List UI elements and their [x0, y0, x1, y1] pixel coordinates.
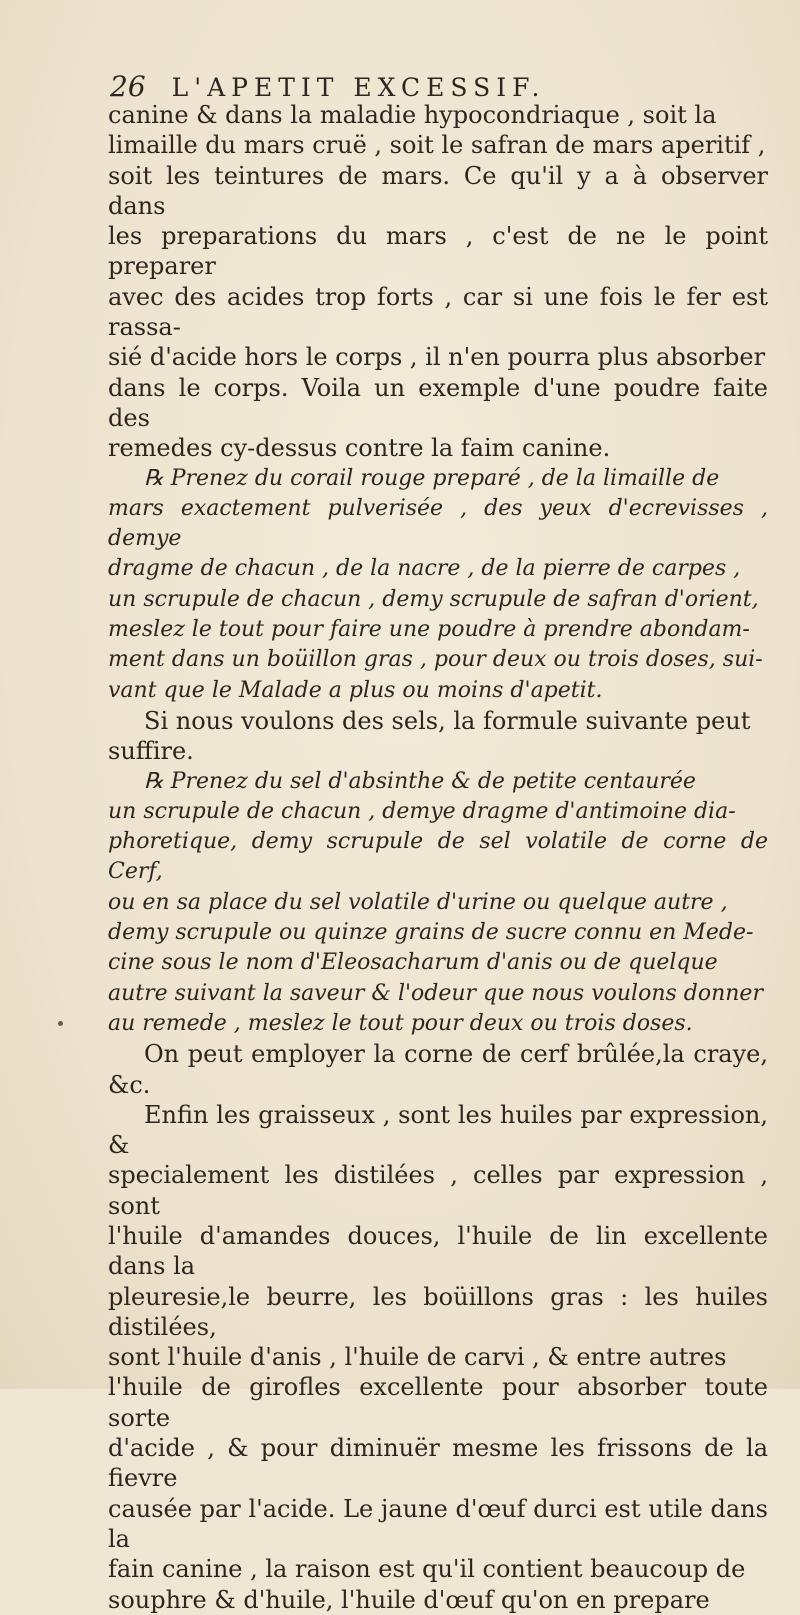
- text-line: Enfin les graisseux , sont les huiles par expression, &: [108, 1100, 768, 1160]
- recipe-line: meslez le tout pour faire une poudre à prendre abondam-: [108, 617, 750, 643]
- page-body: [108, 100, 768, 1615]
- text-line: l'huile de girofles excellente pour absorber toute sorte: [108, 1373, 768, 1432]
- recipe-line: cine sous le nom d'Eleosacharum d'anis ou de quelque: [108, 950, 718, 976]
- recipe-line: un scrupule de chacun , demy scrupule de safran d'orient,: [108, 586, 759, 612]
- recipe-line: demy scrupule ou quinze grains de sucre connu en Mede-: [108, 920, 754, 946]
- text-line: canine & dans la maladie hypocondriaque , soit la: [108, 101, 717, 129]
- recipe-line: dragme de chacun , de la nacre , de la pierre de carpes ,: [108, 556, 741, 582]
- text-line: les preparations du mars , c'est de ne le point preparer: [108, 222, 768, 281]
- ink-speck: [58, 1021, 63, 1026]
- text-line: causée par l'acide. Le jaune d'œuf durci est utile dans la: [108, 1494, 768, 1553]
- text-line: Si nous voulons des sels, la formule suivante peut: [144, 706, 751, 735]
- recipe-line: autre suivant la saveur & l'odeur que nous voulons donner: [108, 980, 763, 1006]
- recipe-line: vant que le Malade a plus ou moins d'apetit.: [108, 677, 603, 703]
- text-line: souphre & d'huile, l'huile d'œuf qu'on en prepare: [108, 1585, 710, 1614]
- text-line: fain canine , la raison est qu'il contient beaucoup de: [108, 1555, 746, 1584]
- recipe-line: un scrupule de chacun , demye dragme d'antimoine dia-: [108, 798, 736, 824]
- running-title: L'APETIT EXCESSIF.: [171, 73, 546, 102]
- recipe-line: ℞ Prenez du sel d'absinthe & de petite centaurée: [144, 768, 696, 794]
- recipe-line: ℞ Prenez du corail rouge preparé , de la limaille de: [144, 465, 720, 491]
- text-line: soit les teintures de mars. Ce qu'il y a à observer dans: [108, 161, 768, 220]
- text-line: specialement les distilées , celles par expression , sont: [108, 1161, 768, 1220]
- text-line: avec des acides trop forts , car si une fois le fer est rassa-: [108, 282, 768, 342]
- recipe-line: ou en sa place du sel volatile d'urine ou quelque autre ,: [108, 889, 728, 915]
- text-line: d'acide , & pour diminuër mesme les frissons de la fievre: [108, 1434, 768, 1493]
- text-line: remedes cy-dessus contre la faim canine.: [108, 434, 611, 463]
- text-line: suffire.: [108, 737, 194, 766]
- text-line: limaille du mars cruë , soit le safran de mars aperitif ,: [108, 131, 766, 160]
- recipe-line: mars exactement pulverisée , des yeux d'ecrevisses , demye: [108, 495, 768, 552]
- recipe-line: ment dans un boüillon gras , pour deux ou trois doses, sui-: [108, 647, 763, 673]
- text-line: dans le corps. Voila un exemple d'une poudre faite des: [108, 373, 768, 432]
- recipe-line: phoretique, demy scrupule de sel volatile de corne de Cerf,: [108, 829, 768, 885]
- recipe-line: au remede , meslez le tout pour deux ou trois doses.: [108, 1010, 693, 1036]
- page-number: 26: [110, 70, 146, 103]
- text-line: sont l'huile d'anis , l'huile de carvi , & entre autres: [108, 1343, 727, 1372]
- text-line: On peut employer la corne de cerf brûlée,la craye, &c.: [108, 1040, 768, 1099]
- text-line: pleuresie,le beurre, les boüillons gras : les huiles distilées,: [108, 1282, 768, 1341]
- text-line: sié d'acide hors le corps , il n'en pourra plus absorber: [108, 343, 766, 372]
- text-line: l'huile d'amandes douces, l'huile de lin excellente dans la: [108, 1221, 768, 1281]
